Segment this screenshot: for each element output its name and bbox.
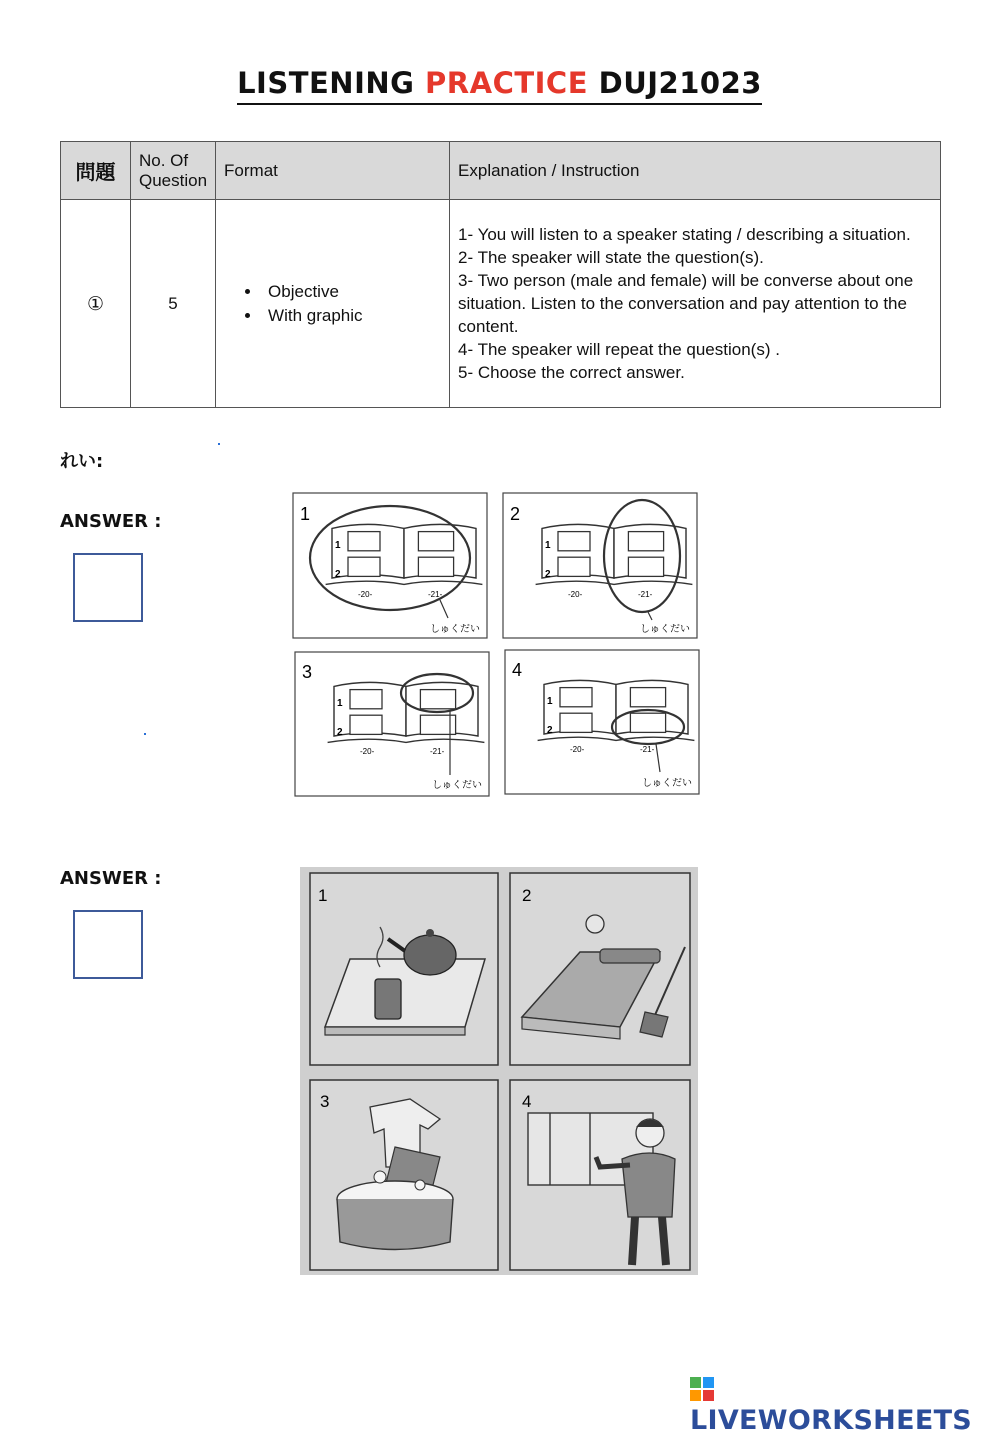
svg-text:しゅくだい: しゅくだい — [432, 780, 482, 791]
svg-text:2: 2 — [510, 504, 521, 524]
svg-text:2: 2 — [545, 569, 551, 580]
svg-text:-21-: -21- — [428, 590, 443, 599]
svg-text:1: 1 — [337, 698, 343, 709]
q2-panel-1[interactable] — [310, 873, 498, 1065]
stray-dot — [144, 733, 146, 735]
q1-panel-4[interactable] — [505, 650, 699, 794]
liveworksheets-logo — [690, 1374, 999, 1436]
table-row — [61, 200, 941, 408]
svg-text:-20-: -20- — [358, 590, 373, 599]
title-part-2: PRACTICE — [425, 66, 589, 100]
answer-label-1: ANSWER : — [60, 511, 162, 532]
answer-label-2: ANSWER : — [60, 868, 162, 889]
q1-image-panels — [290, 490, 702, 798]
explanation-line: 4- The speaker will repeat the question(s) . — [458, 340, 780, 359]
answer-box-1[interactable] — [73, 553, 143, 622]
table-header-row — [61, 142, 941, 200]
q2-panel-4[interactable] — [510, 1080, 690, 1270]
svg-text:-21-: -21- — [638, 590, 653, 599]
svg-text:しゅくだい: しゅくだい — [640, 624, 690, 635]
header-explanation: Explanation / Instruction — [450, 142, 941, 200]
answer-box-2[interactable] — [73, 910, 143, 979]
brand-icon — [690, 1377, 714, 1401]
svg-text:-20-: -20- — [568, 590, 583, 599]
instruction-table — [60, 141, 941, 408]
svg-text:1: 1 — [300, 504, 311, 524]
svg-text:-20-: -20- — [570, 745, 585, 754]
svg-text:-21-: -21- — [640, 745, 655, 754]
q1-panel-2[interactable] — [503, 493, 697, 638]
q1-panel-1[interactable] — [293, 493, 487, 638]
format-cell — [216, 200, 450, 408]
q2-panel-2[interactable] — [510, 873, 690, 1065]
svg-text:-21-: -21- — [430, 747, 445, 756]
svg-text:しゅくだい: しゅくだい — [430, 624, 480, 635]
svg-text:1: 1 — [547, 696, 553, 707]
header-count: No. Of Question — [131, 142, 216, 200]
explanation-line: 3- Two person (male and female) will be converse about one situation. Listen to the conversation and pay attention to the content. — [458, 271, 914, 336]
explanation-cell — [450, 200, 941, 408]
svg-text:4: 4 — [512, 660, 523, 680]
mondai-number: ① — [61, 200, 131, 408]
rei-label: れい: — [60, 451, 104, 472]
svg-text:3: 3 — [320, 1092, 330, 1111]
format-item: • With graphic — [262, 304, 441, 328]
svg-text:-20-: -20- — [360, 747, 375, 756]
svg-text:2: 2 — [522, 886, 532, 905]
explanation-line: 1- You will listen to a speaker stating / describing a situation. — [458, 225, 911, 244]
brand-text: LIVEWORKSHEETS — [690, 1405, 973, 1436]
svg-text:2: 2 — [335, 569, 341, 580]
svg-text:1: 1 — [318, 886, 328, 905]
q2-panel-3[interactable] — [310, 1080, 498, 1270]
svg-text:2: 2 — [547, 725, 553, 736]
format-item: • Objective — [262, 280, 441, 304]
svg-text:4: 4 — [522, 1092, 532, 1111]
explanation-line: 5- Choose the correct answer. — [458, 363, 685, 382]
svg-text:2: 2 — [337, 727, 343, 738]
title-part-1: LISTENING — [237, 66, 426, 100]
question-count: 5 — [131, 200, 216, 408]
worksheet-title — [0, 64, 999, 105]
header-mondai: 問題 — [61, 142, 131, 200]
explanation-line: 2- The speaker will state the question(s). — [458, 248, 764, 267]
svg-text:3: 3 — [302, 662, 313, 682]
header-format: Format — [216, 142, 450, 200]
q2-image-panels — [300, 867, 698, 1275]
svg-text:1: 1 — [545, 540, 551, 551]
q1-panel-3[interactable] — [295, 652, 489, 796]
svg-text:1: 1 — [335, 540, 341, 551]
stray-dot — [218, 443, 220, 445]
title-part-3: DUJ21023 — [588, 66, 762, 100]
svg-text:しゅくだい: しゅくだい — [642, 778, 692, 789]
